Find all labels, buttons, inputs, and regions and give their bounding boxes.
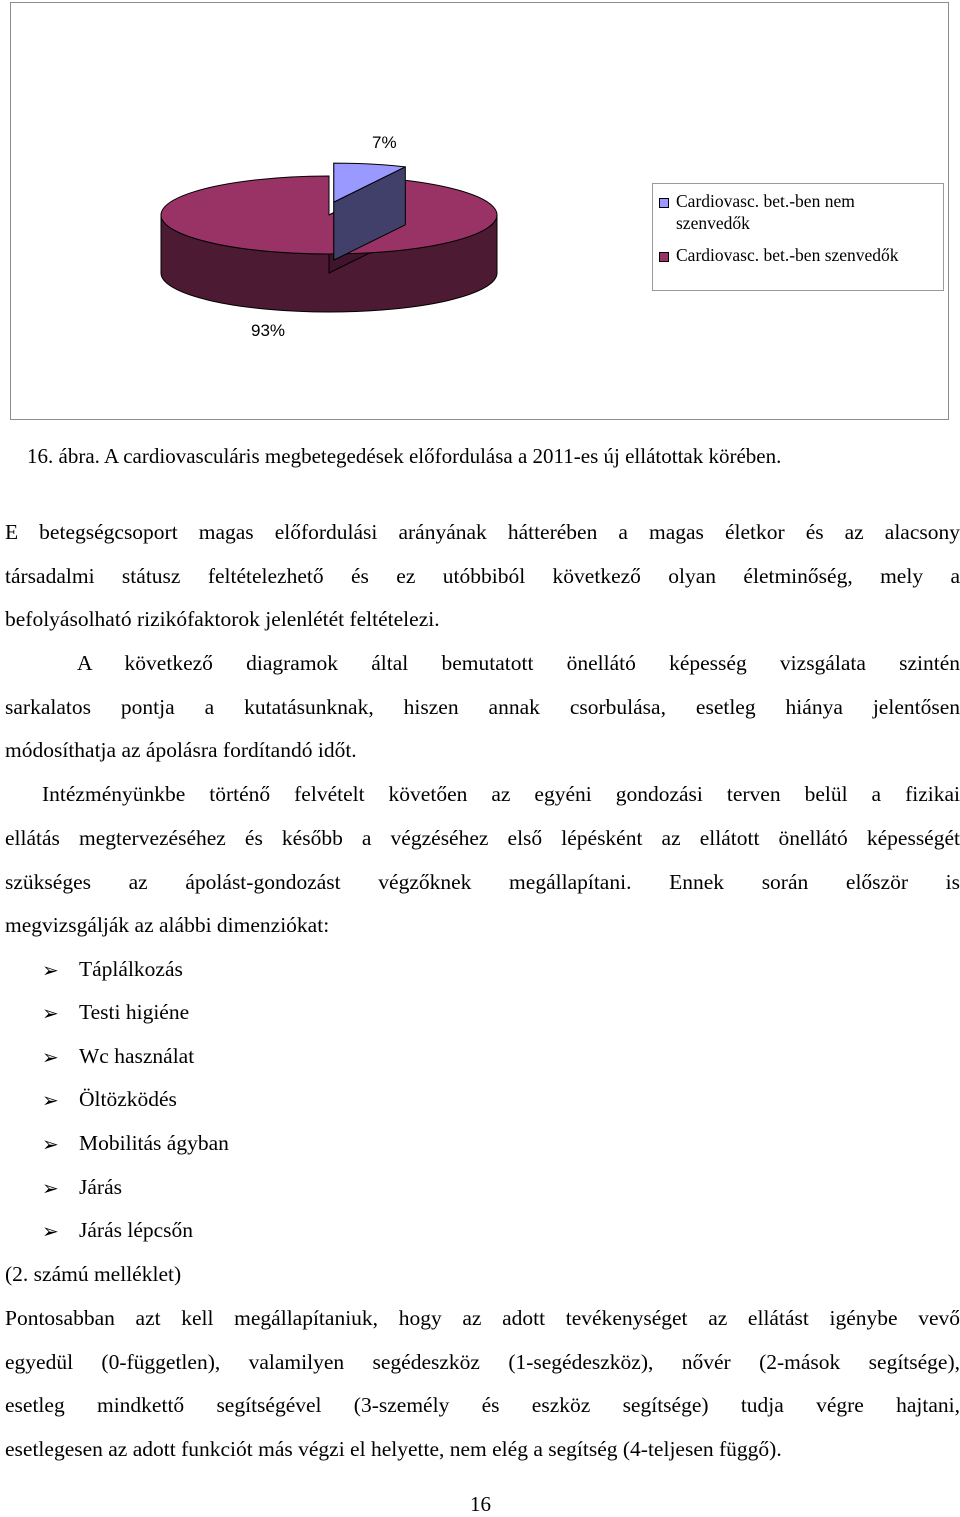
legend-label-affected: Cardiovasc. bet.-ben szenvedők [676, 245, 899, 265]
paragraph-line: módosíthatja az ápolásra fordítandó időt. [5, 738, 357, 762]
chart-legend [652, 183, 944, 291]
arrow-bullet-icon: ➢ [42, 1219, 59, 1243]
paragraph-line: A következő diagramok által bemutatott önellátó képesség vizsgálata szintén [77, 651, 960, 675]
slice-label-large: 93% [251, 321, 286, 340]
paragraph-line: társadalmi státusz feltételezhető és ez utóbbiból következő olyan életminőség, mely a [5, 564, 960, 588]
paragraph-line: Intézményünkbe történő felvételt követően az egyéni gondozási terven belül a fizikai [42, 782, 960, 806]
paragraph-line: esetleg mindkettő segítségével (3-személy és eszköz segítsége) tudja végre hajtani, [5, 1393, 960, 1417]
appendix-reference: (2. számú melléklet) [5, 1262, 182, 1286]
chart-frame [10, 2, 949, 420]
legend-swatch-affected [659, 252, 669, 262]
paragraph-line: befolyásolható rizikófaktorok jelenlétét feltételezi. [5, 607, 440, 631]
arrow-bullet-icon: ➢ [42, 1132, 59, 1156]
arrow-bullet-icon: ➢ [42, 1045, 59, 1069]
paragraph-line: egyedül (0-független), valamilyen segédeszköz (1-segédeszköz), nővér (2-mások segítsége), [5, 1350, 960, 1374]
paragraph-line: esetlegesen az adott funkciót más végzi el helyette, nem elég a segítség (4-teljesen függő). [5, 1437, 782, 1461]
paragraph-line: megvizsgálják az alábbi dimenziókat: [5, 913, 330, 937]
paragraph-line: sarkalatos pontja a kutatásunknak, hiszen annak csorbulása, esetleg hiánya jelentősen [5, 695, 960, 719]
paragraph-line: ellátás megtervezéséhez és később a végzéséhez első lépésként az ellátott önellátó képességét [5, 826, 960, 850]
paragraph-line: Pontosabban azt kell megállapítaniuk, hogy az adott tevékenységet az ellátást igénybe vevő [5, 1306, 960, 1330]
arrow-bullet-icon: ➢ [42, 958, 59, 982]
legend-label-not-affected: Cardiovasc. bet.-ben nem szenvedők [676, 191, 855, 233]
arrow-bullet-icon: ➢ [42, 1088, 59, 1112]
arrow-bullet-icon: ➢ [42, 1176, 59, 1200]
slice-label-small: 7% [372, 133, 397, 152]
page-number: 16 [470, 1492, 491, 1516]
pie-slice-top-1 [161, 176, 497, 254]
paragraph-line: szükséges az ápolást-gondozást végzőknek megállapítani. Ennek során először is [5, 870, 960, 894]
arrow-bullet-icon: ➢ [42, 1001, 59, 1025]
paragraph-line: E betegségcsoport magas előfordulási arányának hátterében a magas életkor és az alacsony [5, 520, 960, 544]
legend-swatch-not-affected [659, 198, 669, 208]
figure-caption: 16. ábra. A cardiovasculáris megbetegedések előfordulása a 2011-es új ellátottak körében. [27, 444, 782, 468]
